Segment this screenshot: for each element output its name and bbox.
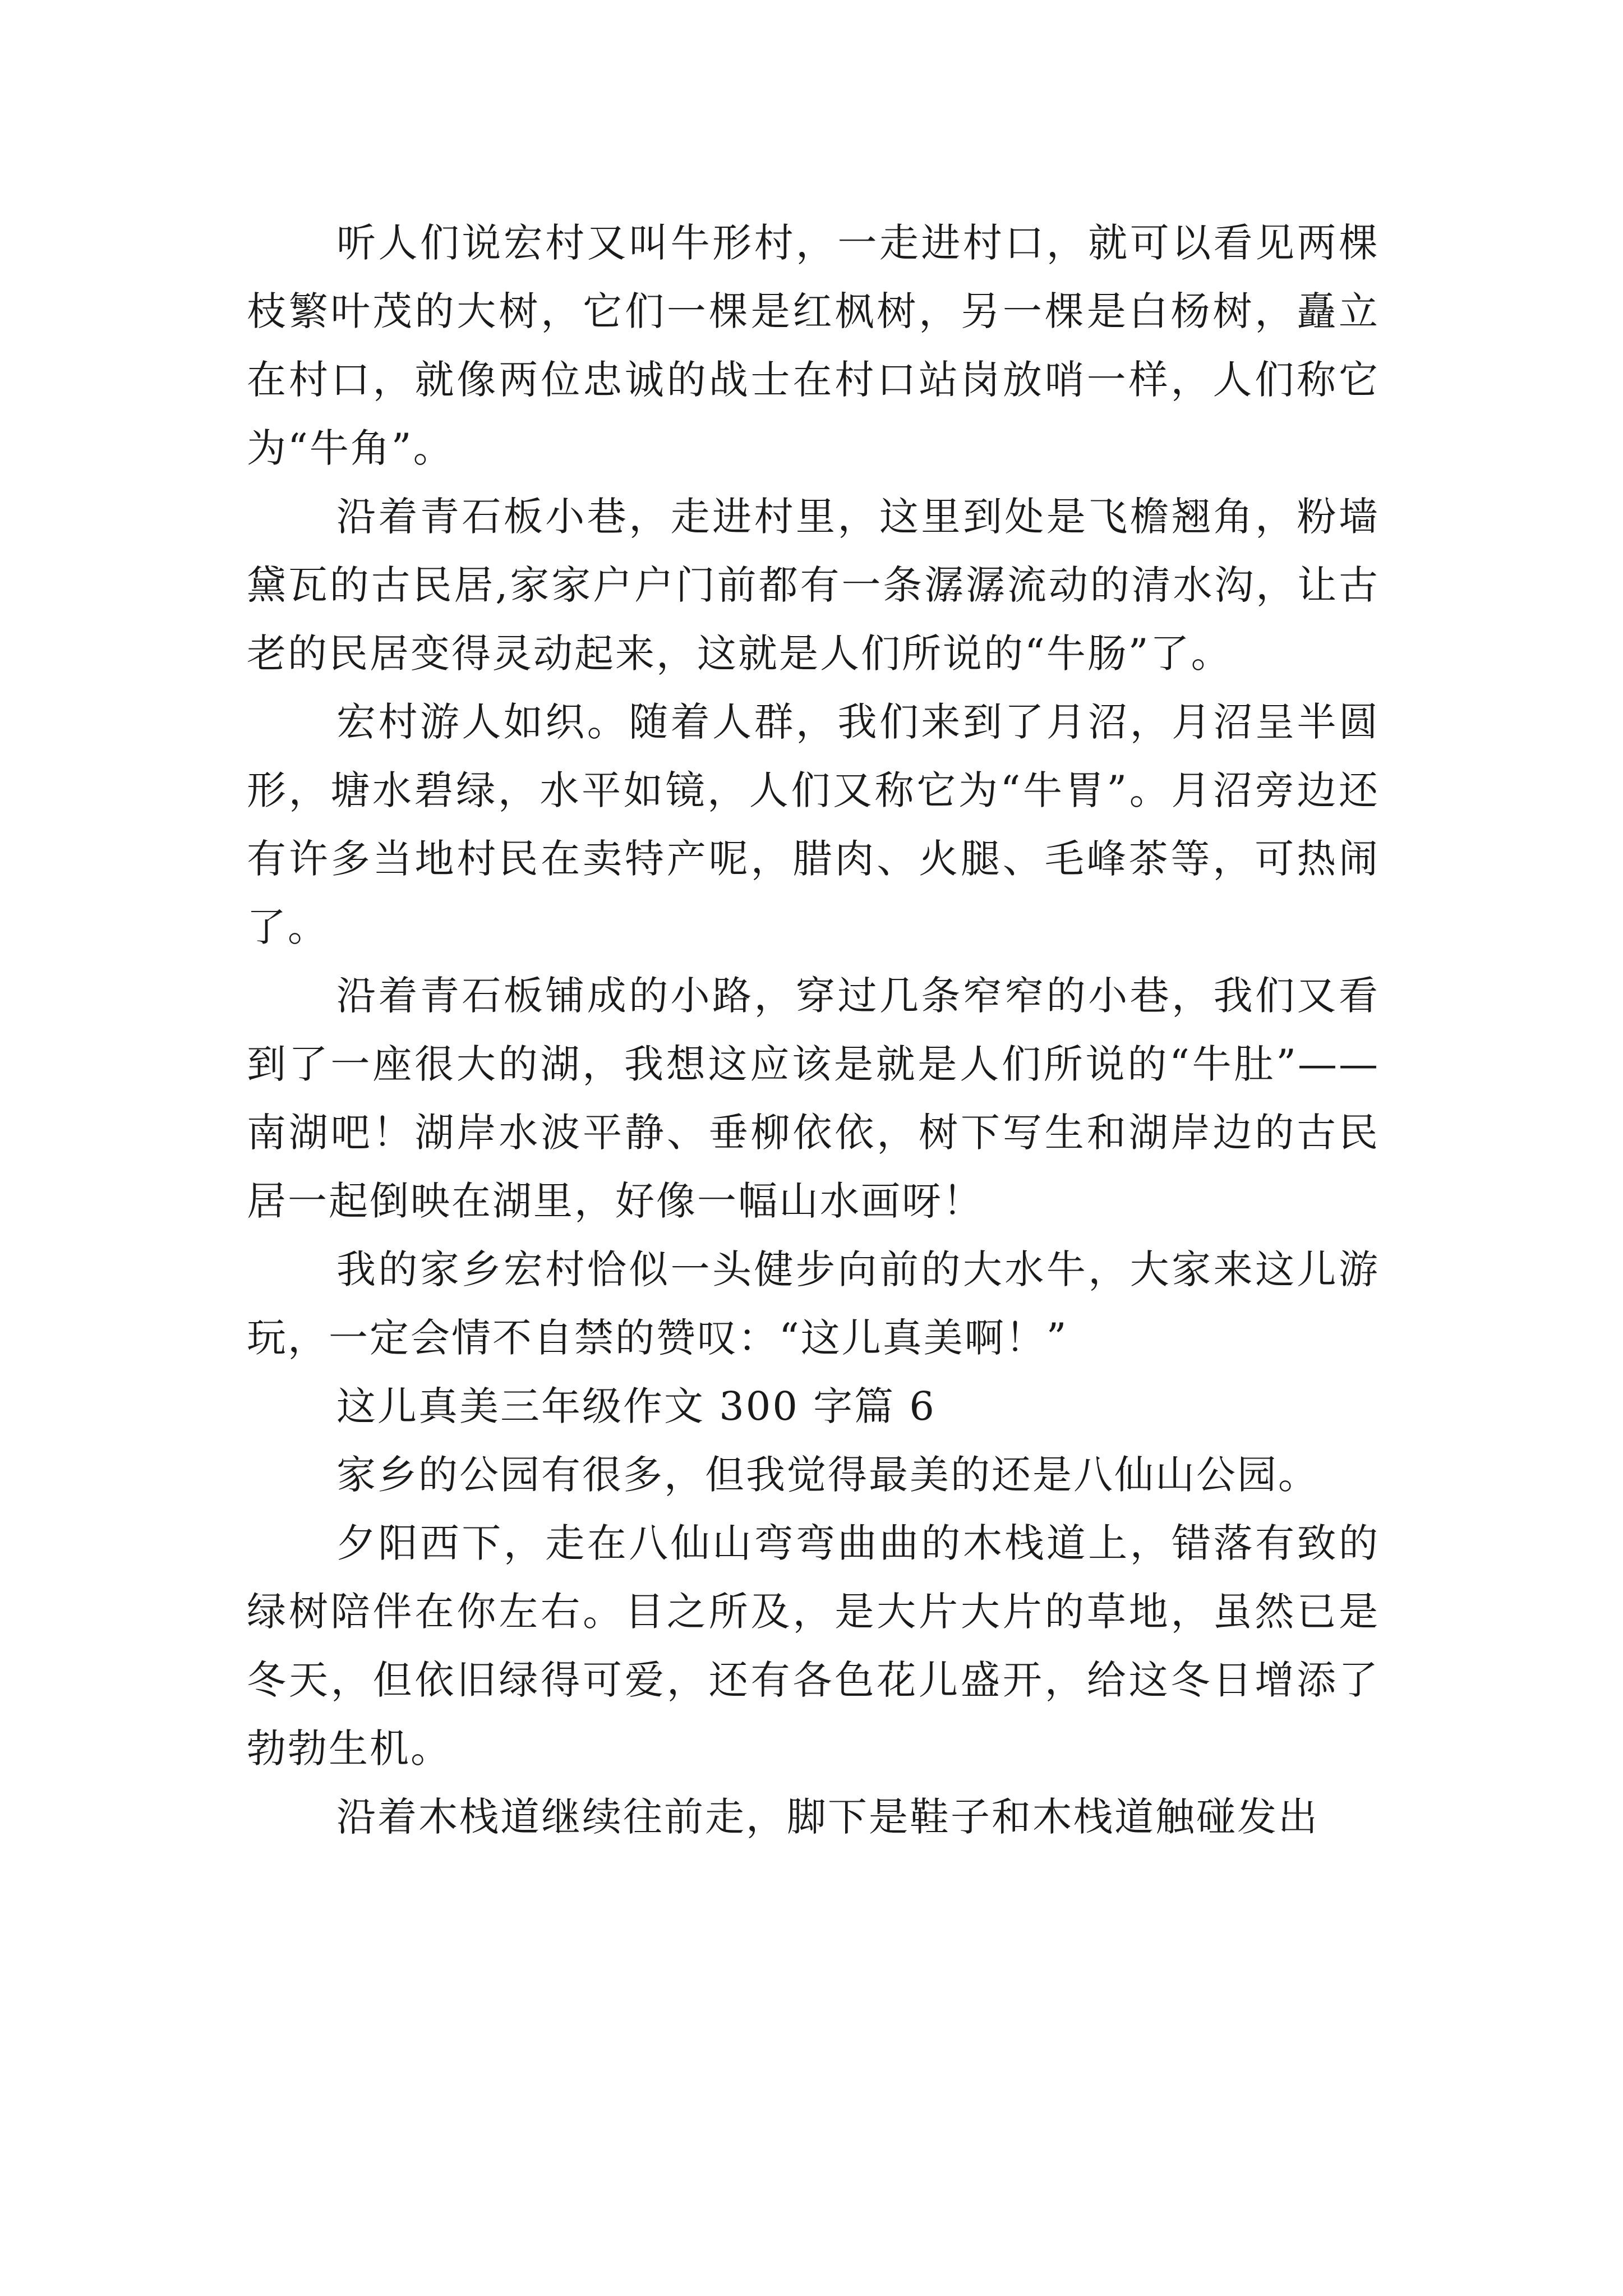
paragraph-niu-du: 沿着青石板铺成的小路，穿过几条窄窄的小巷，我们又看到了一座很大的湖，我想这应该是就是人们所说的“牛肚”——南湖吧！湖岸水波平静、垂柳依依，树下写生和湖岸边的古民居一起倒映在湖里，好像一幅山水画呀！: [247, 973, 1380, 1224]
section-heading: 这儿真美三年级作文 300 字篇 6: [336, 1383, 936, 1429]
paragraph-niu-wei: 宏村游人如织。随着人群，我们来到了月沼，月沼呈半圆形，塘水碧绿，水平如镜，人们又称它为“牛胃”。月沼旁边还有许多当地村民在卖特产呢，腊肉、火腿、毛峰茶等，可热闹了。: [247, 699, 1380, 950]
paragraph-park-intro: 家乡的公园有很多，但我觉得最美的还是八仙山公园。: [336, 1452, 1319, 1498]
document-body: [247, 209, 1380, 1851]
paragraph-niu-chang: 沿着青石板小巷，走进村里，这里到处是飞檐翘角，粉墙黛瓦的古民居,家家户户门前都有一条潺潺流动的清水沟，让古老的民居变得灵动起来，这就是人们所说的“牛肠”了。: [247, 494, 1380, 677]
paragraph-park-boardwalk: 沿着木栈道继续往前走，脚下是鞋子和木栈道触碰发出: [336, 1794, 1319, 1840]
paragraph-niu-jiao: 听人们说宏村又叫牛形村，一走进村口，就可以看见两棵枝繁叶茂的大树，它们一棵是红枫树，另一棵是白杨树，矗立在村口，就像两位忠诚的战士在村口站岗放哨一样，人们称它为“牛角”。: [247, 220, 1380, 471]
paragraph-conclusion: 我的家乡宏村恰似一头健步向前的大水牛，大家来这儿游玩，一定会情不自禁的赞叹：“这儿真美啊！”: [247, 1246, 1380, 1361]
paragraph-park-sunset: 夕阳西下，走在八仙山弯弯曲曲的木栈道上，错落有致的绿树陪伴在你左右。目之所及，是大片大片的草地，虽然已是冬天，但依旧绿得可爱，还有各色花儿盛开，给这冬日增添了勃勃生机。: [247, 1520, 1380, 1772]
